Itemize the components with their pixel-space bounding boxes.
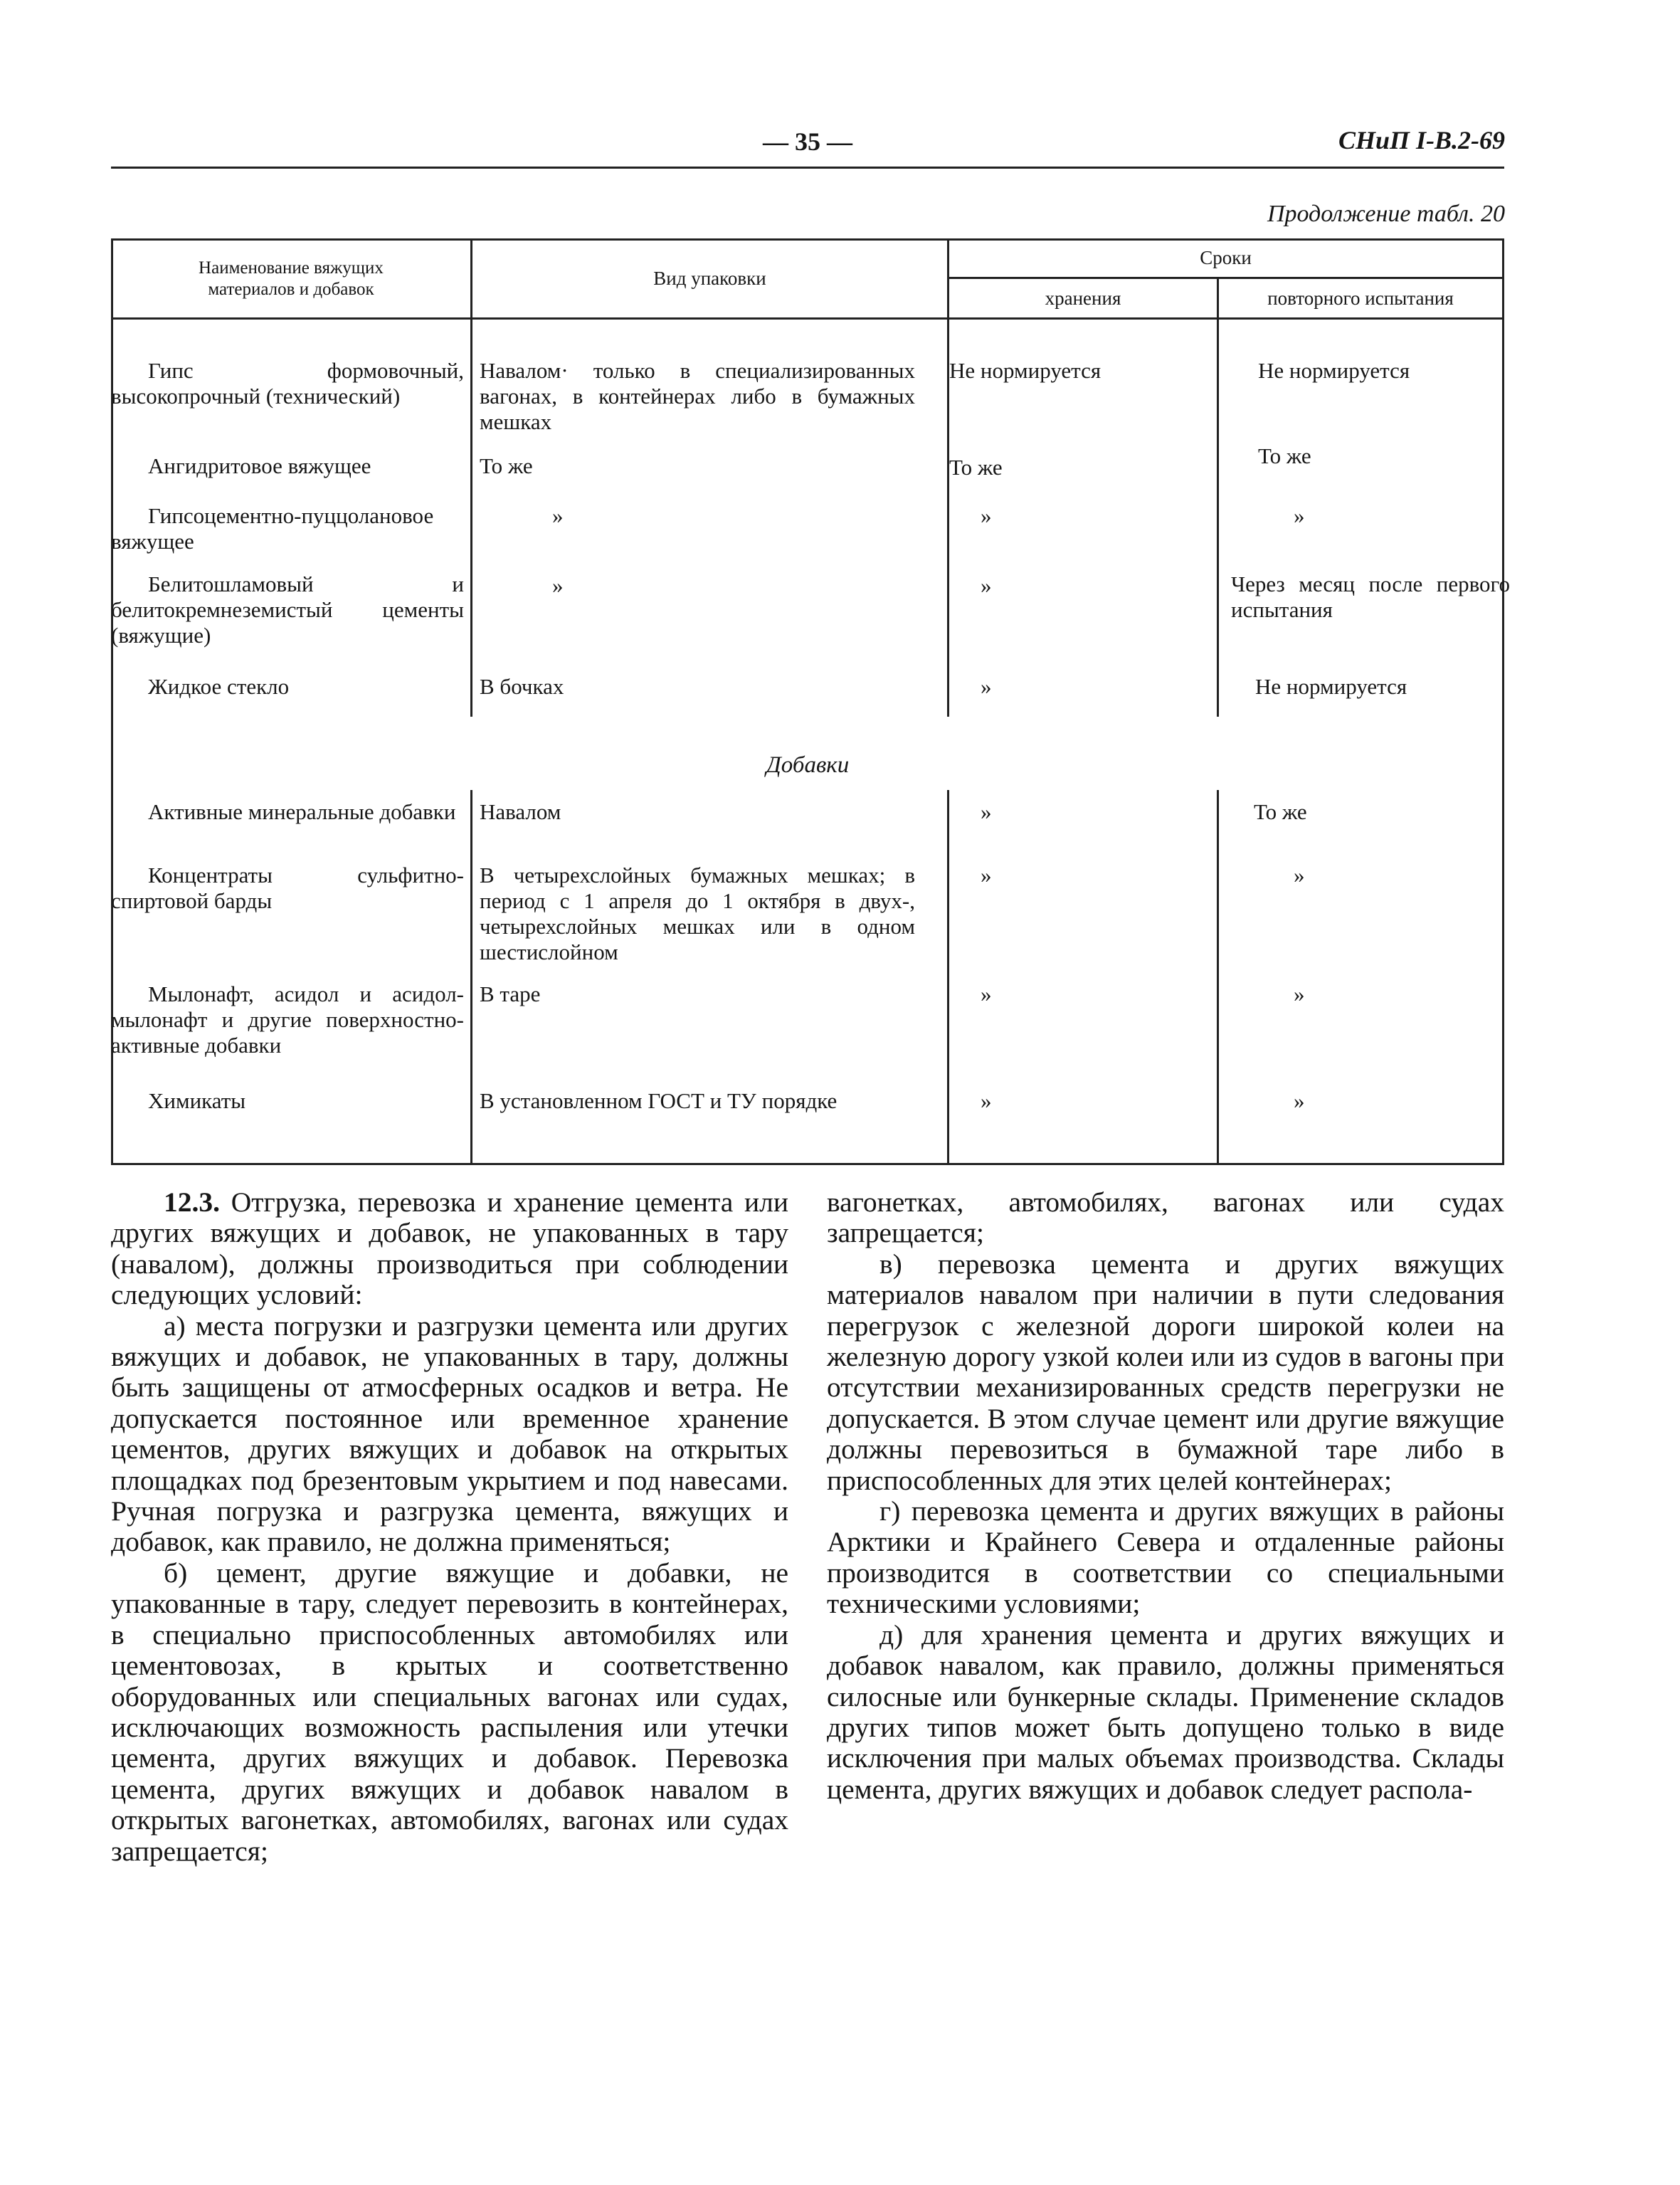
row-name-text: Активные минеральные добавки xyxy=(148,799,456,824)
header-retest: повторного испытания xyxy=(1267,288,1454,309)
clause-v: в) перевозка цемента и других вяжущих материалов навалом при наличии в пути следования перегрузок с железной дороги широкой колеи на железную дорогу узкой колеи или из судов в вагоны при отсутствии механизированных средств перегрузки не допускается. В этом случае цемент или другие вяжущие должны перевозиться в бумажной таре либо в приспособленных для этих целей контейнерах; xyxy=(827,1248,1504,1496)
cell-retest: » xyxy=(1294,981,1305,1006)
cell-material-name xyxy=(111,799,464,825)
column-divider-3 xyxy=(1217,277,1219,717)
section-title-additives: Добавки xyxy=(766,752,850,778)
cell-packaging: В бочках xyxy=(480,674,564,699)
header-storage: хранения xyxy=(1045,288,1121,309)
clause-g: г) перевозка цемента и других вяжущих в районы Арктики и Крайнего Севера и отдаленные районы производится в соответствии со специальными техническими условиями; xyxy=(827,1495,1504,1620)
cell-storage: » xyxy=(981,1088,992,1113)
header-terms: Сроки xyxy=(1200,247,1252,268)
row-name-text: Гипс формовочный, высокопрочный (технический) xyxy=(111,358,464,409)
cell-storage: » xyxy=(981,863,992,888)
header-material-name: Наименование вяжущих материалов и добавок xyxy=(199,258,384,299)
header-packaging: Вид упаковки xyxy=(653,267,766,289)
cell-storage: » xyxy=(981,799,992,824)
cell-retest: Не нормируется xyxy=(1258,358,1410,383)
cell-packaging: Навалом xyxy=(480,799,561,824)
cell-packaging: В четырехслойных бумажных мешках; в период с 1 апреля до 1 октября в двух-, четырехслойных мешках или в одном шестислойном xyxy=(480,863,915,964)
cell-material-name xyxy=(111,453,464,479)
cell-packaging: » xyxy=(552,503,564,528)
row-name-text: Ангидритовое вяжущее xyxy=(148,453,371,478)
clause-b-continuation: вагонетках, автомобилях, вагонах или судах запрещается; xyxy=(827,1186,1504,1249)
cell-packaging: Навалом· только в специализированных вагонах, в контейнерах либо в бумажных мешках xyxy=(480,358,915,434)
cell-retest: Не нормируется xyxy=(1255,674,1407,699)
section-number: 12.3. xyxy=(164,1186,220,1218)
clause-a: а) места погрузки и разгрузки цемента или других вяжущих и добавок, не упакованных в тару, должны быть защищены от атмосферных осадков и ветра. Не допускается постоянное или временное хранение цементов, других вяжущих и добавок на открытых площадках под брезентовым укрытием и под навесами. Ручная погрузка и разгрузка цемента, вяжущих и добавок, как правило, не должна применяться; xyxy=(111,1310,788,1558)
cell-retest: » xyxy=(1294,1088,1305,1113)
cell-retest: То же xyxy=(1258,443,1311,468)
section-intro-text: Отгрузка, перевозка и хранение цемента или других вяжущих и добавок, не упакованных в тару (навалом), должны производиться при соблюдении следующих условий: xyxy=(111,1186,789,1311)
table-bottom-border xyxy=(111,1163,1504,1165)
cell-storage: » xyxy=(981,674,992,699)
cell-retest: » xyxy=(1294,863,1305,888)
column-divider-1-lower xyxy=(470,790,472,1165)
header-rule xyxy=(111,167,1504,169)
body-column-right xyxy=(827,1187,1504,1805)
cell-material-name xyxy=(111,503,464,554)
column-divider-3-lower xyxy=(1217,790,1219,1165)
cell-material-name xyxy=(111,572,464,648)
cell-packaging: В таре xyxy=(480,981,541,1006)
table-continuation-label: Продолжение табл. 20 xyxy=(1267,201,1505,227)
cell-storage: » xyxy=(981,503,992,528)
cell-storage: То же xyxy=(949,455,1003,480)
clause-b: б) цемент, другие вяжущие и добавки, не упакованные в тару, следует перевозить в контейнерах, в специально приспособленных автомобилях или цементовозах, в крытых и соответственно оборудованных или специальных вагонах или судах, исключающих возможность распыления или утечки цемента, других вяжущих и добавок. Перевозка цемента, других вяжущих и добавок навалом в открытых вагонетках, автомобилях, вагонах или судах запрещается; xyxy=(111,1557,788,1867)
cell-packaging: То же xyxy=(480,453,533,478)
section-12-3-intro xyxy=(111,1187,788,1311)
cell-storage: Не нормируется xyxy=(949,358,1101,383)
cell-retest: Через месяц после первого испытания xyxy=(1231,572,1510,622)
row-name-text: Мылонафт, асидол и асидол-мылонафт и другие поверхностно-активные добавки xyxy=(111,981,464,1058)
cell-material-name xyxy=(111,863,464,914)
body-column-left xyxy=(111,1186,789,1867)
row-name-text: Гипсоцементно-пуццолановое вяжущее xyxy=(111,503,434,554)
row-name-text: Химикаты xyxy=(148,1088,246,1113)
binders-storage-table xyxy=(111,238,1510,1165)
cell-material-name xyxy=(111,358,464,409)
clause-d: д) для хранения цемента и других вяжущих и добавок навалом, как правило, должны применяться силосные или бункерные склады. Применение складов других типов может быть допущено только в виде исключения при малых объемах производства. Склады цемента, других вяжущих и добавок следует распола- xyxy=(827,1618,1504,1805)
cell-storage: » xyxy=(981,573,992,598)
cell-retest: » xyxy=(1294,503,1305,528)
cell-material-name xyxy=(111,1088,464,1114)
cell-material-name xyxy=(111,981,464,1058)
cell-packaging: » xyxy=(552,573,564,598)
row-name-text: Жидкое стекло xyxy=(148,674,290,699)
page-number: — 35 — xyxy=(763,127,852,156)
document-code: СНиП I-В.2-69 xyxy=(1338,126,1505,154)
header-bottom-border xyxy=(111,317,1504,320)
cell-material-name xyxy=(111,674,464,700)
row-name-text: Белитошламовый и белитокремнеземистый цементы (вяжущие) xyxy=(111,572,464,648)
cell-storage: » xyxy=(981,981,992,1006)
cell-retest: То же xyxy=(1254,799,1307,824)
row-name-text: Концентраты сульфитно-спиртовой барды xyxy=(111,863,464,913)
cell-packaging: В установленном ГОСТ и ТУ порядке xyxy=(480,1088,838,1113)
